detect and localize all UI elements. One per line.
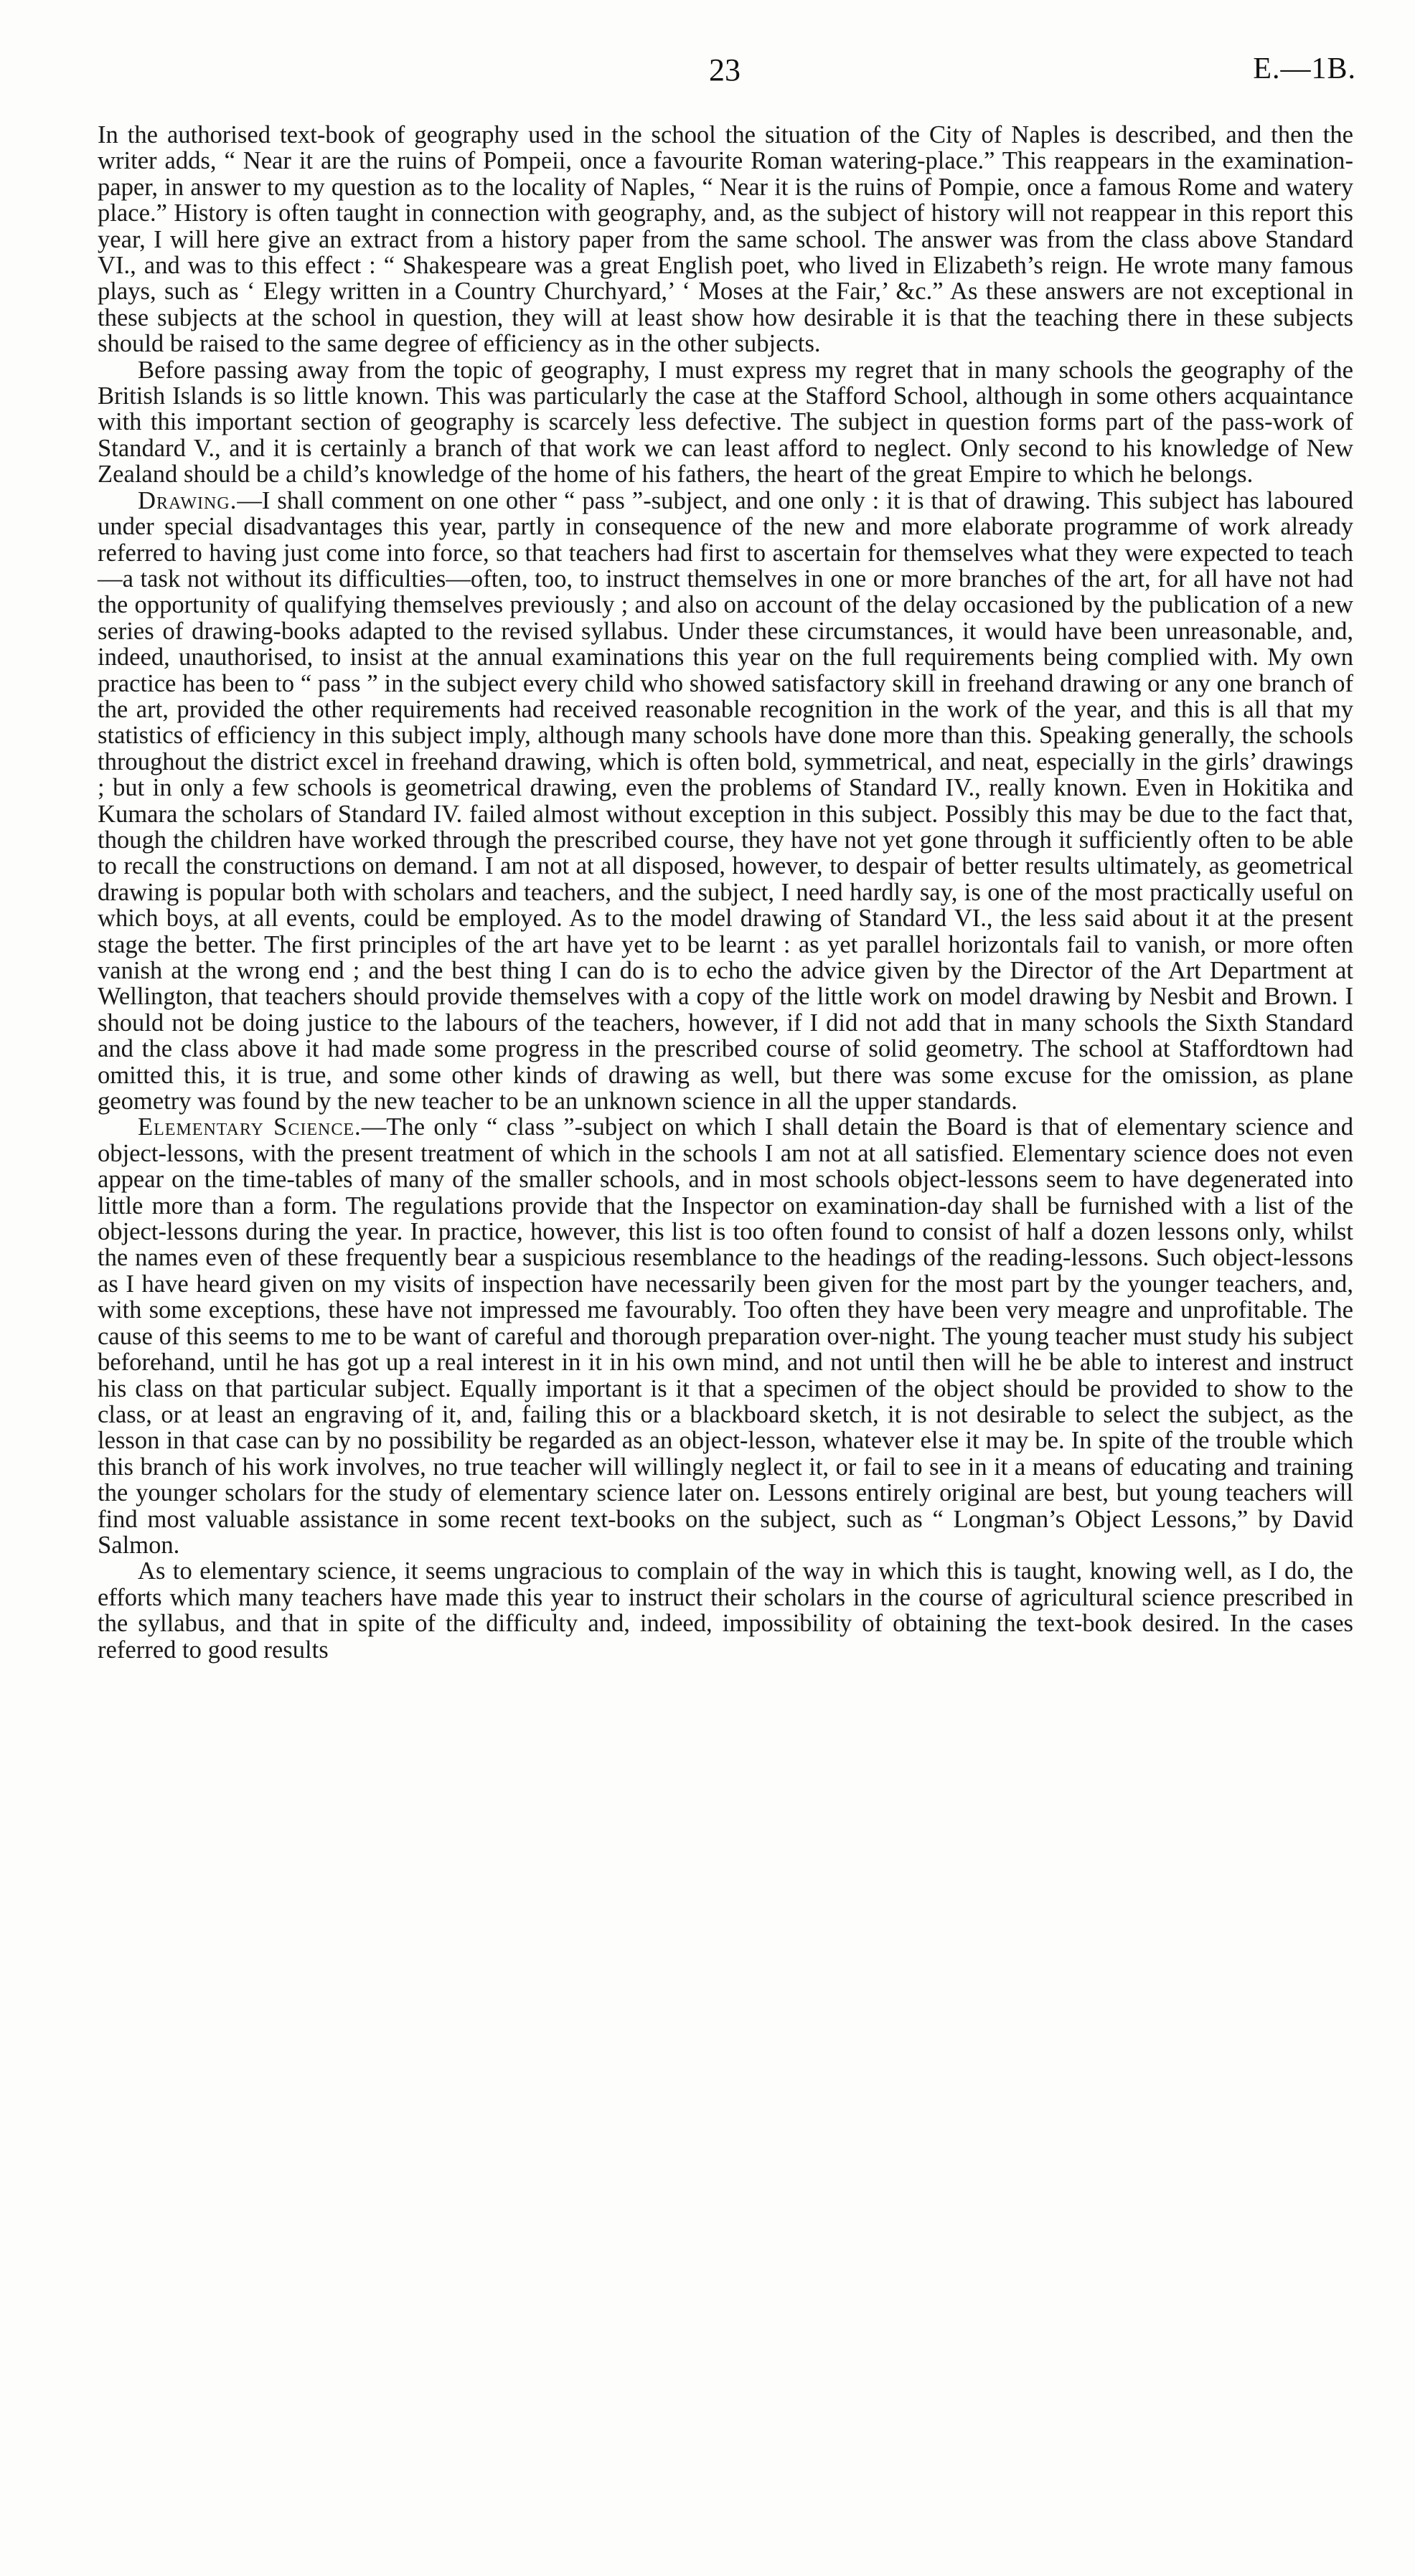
paragraph-drawing-text: —I shall comment on one other “ pass ”-subject, and one only : it is that of drawing. This subject has laboured under special disadvantages this year, partly in consequence of the new and more elaborate programme of work already referred to having just come into force, so that teachers had first to ascertain for themselves what they were expected to teach—a task not without its difficulties—often, too, to instruct themselves in one or more branches of the art, for all have not had the opportunity of qualifying themselves previously ; and also on account of the delay occasioned by the publication of a new series of drawing-books adapted to the revised syllabus. Under these circumstances, it would have been unreasonable, and, indeed, unauthorised, to insist at the annual examinations this year on the full requirements being complied with. My own practice has been to “ pass ” in the subject every child who showed satisfactory skill in freehand drawing or any one branch of the art, provided the other requirements had received reasonable recognition in the work of the year, and this is all that my statistics of efficiency in this subject imply, although many schools have done more than this. Speaking generally, the schools throughout the district excel in freehand drawing, which is often bold, symmetrical, and neat, especially in the girls’ drawings ; but in only a few schools is geometrical drawing, even the problems of Standard IV., really known. Even in Hokitika and Kumara the scholars of Standard IV. failed almost without exception in this subject. Possibly this may be due to the fact that, though the children have worked through the prescribed course, they have not yet gone through it sufficiently often to be able to recall the constructions on demand. I am not at all disposed, however, to despair of better results ultimately, as geometrical drawing is popular both with scholars and teachers, and the subject, I need hardly say, is one of the most practically useful on which boys, at all events, could be employed. As to the model drawing of Standard VI., the less said about it at the present stage the better. The first principles of the art have yet to be learnt : as yet parallel horizontals fail to vanish, or more often vanish at the wrong end ; and the best thing I can do is to echo the advice given by the Director of the Art Department at Wellington, that teachers should provide themselves with a copy of the little work on model drawing by Nesbit and Brown. I should not be doing justice to the labours of the teachers, however, if I did not add that in many schools the Sixth Standard and the class above it had made some progress in the prescribed course of solid geometry. The school at Staffordtown had omitted this, it is true, and some other kinds of drawing as well, but there was some excuse for the omission, as plane geometry was found by the new teacher to be an unknown science in all the upper standards. xyxy=(98,486,1353,1115)
paragraph-elementary-science-text: —The only “ class ”-subject on which I shall detain the Board is that of elementary science and object-lessons, with the present treatment of which in the schools I am not at all satisfied. Elementary science does not even appear on the time-tables of many of the smaller schools, and in most schools object-lessons seem to have degenerated into little more than a form. The regulations provide that the Inspector on examination-day shall be furnished with a list of the object-lessons during the year. In practice, however, this list is too often found to consist of half a dozen lessons only, whilst the names even of these frequently bear a suspicious resemblance to the headings of the reading-lessons. Such object-lessons as I have heard given on my visits of inspection have necessarily been given for the most part by the younger teachers, and, with some exceptions, these have not impressed me favourably. Too often they have been very meagre and unprofitable. The cause of this seems to me to be want of careful and thorough preparation over-night. The young teacher must study his subject beforehand, until he has got up a real interest in it in his own mind, and not until then will he be able to interest and instruct his class on that particular subject. Equally important is it that a specimen of the object should be provided to show to the class, or at least an engraving of it, and, failing this or a blackboard sketch, it is not desirable to select the subject, as the lesson in that case can by no possibility be regarded as an object-lesson, whatever else it may be. In spite of the trouble which this branch of his work involves, no true teacher will willingly neglect it, or fail to see in it a means of educating and training the younger scholars for the study of elementary science later on. Lessons entirely original are best, but young teachers will find most valuable assistance in some recent text-books on the subject, such as “ Longman’s Object Lessons,” by David Salmon. xyxy=(98,1113,1354,1559)
section-heading-drawing: Drawing. xyxy=(138,486,238,514)
paragraph-geography-textbook: In the authorised text-book of geography used in the school the situation of the City of Naples is described, and then the writer adds, “ Near it are the ruins of Pompeii, once a favourite Roman watering-place.” This reappears in the examination-paper, in answer to my question as to the locality of Naples, “ Near it is the ruins of Pompie, once a famous Rome and watery place.” History is often taught in connection with geography, and, as the subject of history will not reappear in this report this year, I will here give an extract from a history paper from the same school. The answer was from the class above Standard VI., and was to this effect : “ Shakespeare was a great English poet, who lived in Elizabeth’s reign. He wrote many famous plays, such as ‘ Elegy written in a Country Churchyard,’ ‘ Moses at the Fair,’ &c.” As these answers are not exceptional in these subjects at the school in question, they will at least show how desirable it is that the teaching there in these subjects should be raised to the same degree of efficiency as in the other subjects. xyxy=(98,121,1353,358)
body-text xyxy=(98,122,1353,1663)
paragraph-agricultural-science: As to elementary science, it seems ungracious to complain of the way in which this is taught, knowing well, as I do, the efforts which many teachers have made this year to instruct their scholars in the course of agricultural science prescribed in the syllabus, and that in spite of the difficulty and, indeed, impossibility of obtaining the text-book desired. In the cases referred to good results xyxy=(98,1557,1353,1664)
page-header xyxy=(93,52,1356,95)
section-heading-elementary-science: Elementary Science. xyxy=(138,1113,362,1141)
paragraph-drawing xyxy=(98,488,1353,1115)
document-reference: E.—1B. xyxy=(1253,52,1356,85)
paragraph-elementary-science xyxy=(98,1114,1353,1558)
paragraph-british-islands: Before passing away from the topic of geography, I must express my regret that in many schools the geography of the British Islands is so little known. This was particularly the case at the Stafford School, although in some others acquaintance with this important section of geography is scarcely less defective. The subject in question forms part of the pass-work of Standard V., and it is certainly a branch of that work we can least afford to neglect. Only second to his knowledge of New Zealand should be a child’s knowledge of the home of his fathers, the heart of the great Empire to which he belongs. xyxy=(98,356,1353,489)
page-number: 23 xyxy=(709,52,741,88)
